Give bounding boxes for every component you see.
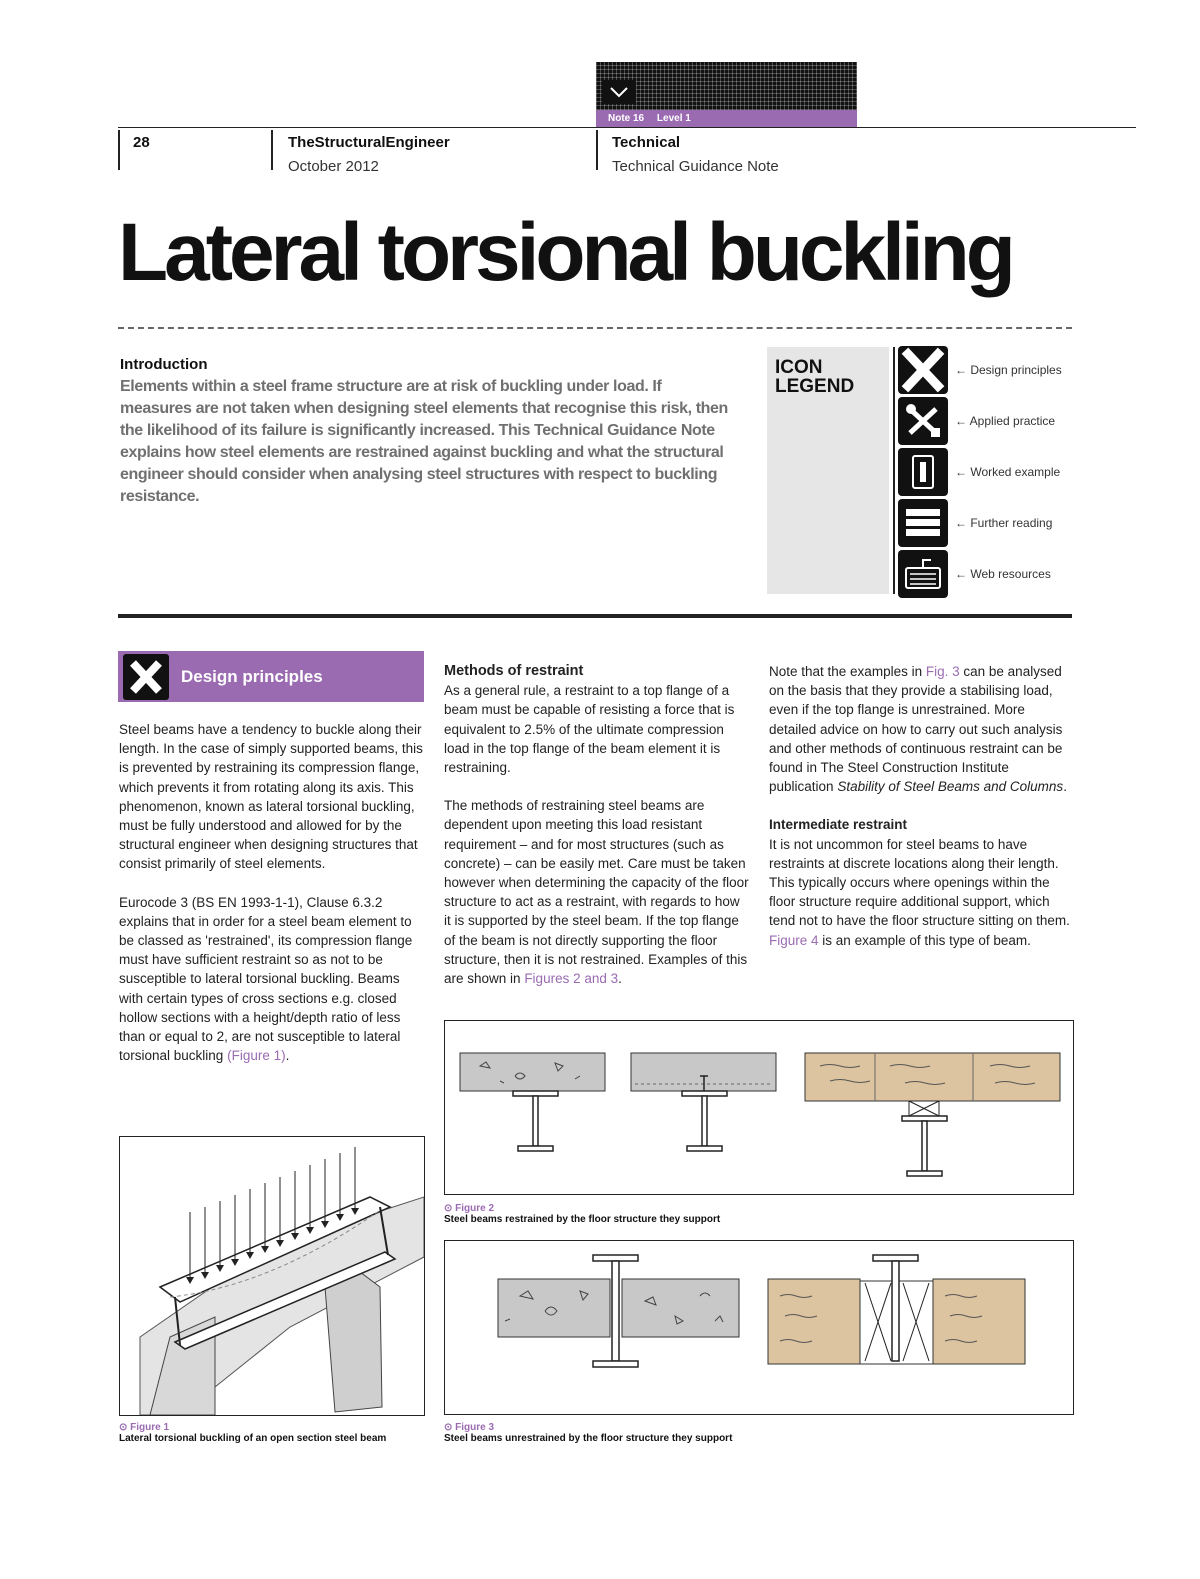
header-rule	[118, 127, 1136, 128]
intermediate-restraint-heading: Intermediate restraint	[769, 817, 908, 833]
legend-divider	[893, 347, 895, 594]
legend-label-applied-practice: ← Applied practice	[955, 414, 1056, 428]
legend-label-web-resources: ← Web resources	[955, 567, 1051, 581]
design-principles-icon	[898, 346, 948, 394]
design-principles-label: Design principles	[181, 667, 323, 686]
intro-text: Elements within a steel frame structure are at risk of buckling under load. If measures are not taken when designing steel elements that recognise this risk, then the likelihood of its failure is significantly increased. This Technical Guidance Note explains how steel elements are restrained against buckling and what the structural engineer should consider when analysing steel structures with respect to buckling resistance.	[120, 378, 728, 505]
title-divider	[118, 327, 1072, 329]
icon-legend-title: ICON LEGEND	[775, 357, 855, 397]
methods-paragraph-1: As a general rule, a restraint to a top flange of a beam must be capable of resisting a force that is equivalent to 2.5% of the ultimate compression load in the top flange of the beam element it is restraining.	[444, 683, 735, 776]
section-name: Technical	[612, 134, 681, 151]
methods-paragraph-2: The methods of restraining steel beams are dependent upon meeting this load resistant requirement – and for most structures (such as concrete) – can be easily met. Care must be taken however when determining the capacity of the floor structure to act as a restraint, with regards to how it is supported by the steel beam. If the top flange of the beam is not directly supporting the floor structure, then it is not restrained. Examples of this are shown in Figures 2 and 3.	[444, 798, 749, 987]
design-principles-icon	[123, 654, 169, 700]
header-divider	[271, 130, 273, 170]
further-reading-icon	[898, 499, 948, 547]
publication-name: TheStructuralEngineer	[288, 134, 450, 151]
figure-2-caption: Steel beams restrained by the floor structure they support	[444, 1214, 721, 1225]
col3-paragraph-1: Note that the examples in Fig. 3 can be analysed on the basis that they provide a stabilising load, even if the top flange is unrestrained. More detailed advice on how to carry out such analysis and other methods of continuous restraint can be found in The Steel Construction Institute publication Stability of Steel Beams and Columns.	[769, 664, 1067, 795]
column-3-text	[769, 662, 1074, 950]
figure-1-link[interactable]: (Figure 1)	[227, 1048, 286, 1064]
col3-paragraph-2: It is not uncommon for steel beams to have restraints at discrete locations along their length. This typically occurs where openings within the floor structure require additional support, which tend not to have the floor structure sitting on them. Figure 4 is an example of this type of beam.	[769, 836, 1070, 948]
chevron-down-icon	[602, 80, 636, 104]
figure-3-label: ⊙ Figure 3	[444, 1422, 495, 1433]
figure-2-illustration	[444, 1020, 1074, 1195]
intro-heading: Introduction	[120, 356, 208, 373]
figure-1-label: ⊙ Figure 1	[119, 1422, 170, 1433]
page-title: Lateral torsional buckling	[118, 207, 1012, 298]
legend-label-worked-example: ← Worked example	[955, 465, 1061, 479]
dp-paragraph-1: Steel beams have a tendency to buckle along their length. In the case of simply supported beams, this is prevented by restraining its compression flange, which prevents it from rotating along its axis. This phenomenon, known as lateral torsional buckling, must be fully understood and allowed for by the structural engineer when designing structures that consist primarily of steel elements.	[119, 722, 423, 872]
column-1-text	[119, 720, 424, 1065]
applied-practice-icon	[898, 397, 948, 445]
figure-1-illustration	[119, 1136, 425, 1416]
legend-label-design-principles: ← Design principles	[955, 363, 1062, 377]
issue-date: October 2012	[288, 158, 379, 175]
note-number: Note 16	[608, 113, 645, 124]
header-divider	[118, 130, 120, 170]
figure-2-label: ⊙ Figure 2	[444, 1203, 495, 1214]
column-2-text	[444, 662, 749, 988]
dp-paragraph-2: Eurocode 3 (BS EN 1993-1-1), Clause 6.3.2 explains that in order for a steel beam element to be classed as 'restrained', its compression flange must have sufficient restraint so as not to be susceptible to lateral torsional buckling. Beams with certain types of cross sections e.g. closed hollow sections with a height/depth ratio of less than or equal to 2, are not susceptible to lateral torsional buckling (Figure 1).	[119, 894, 413, 1064]
figure-1-caption: Lateral torsional buckling of an open section steel beam	[119, 1433, 387, 1444]
fig-3-link[interactable]: Fig. 3	[925, 664, 960, 679]
header-divider	[596, 130, 598, 170]
note-level-strip	[596, 110, 857, 127]
section-rule	[118, 614, 1072, 618]
worked-example-icon	[898, 448, 948, 496]
level-label: Level 1	[656, 113, 691, 124]
figure-3-illustration	[444, 1240, 1074, 1415]
page-number: 28	[133, 134, 150, 151]
methods-heading: Methods of restraint	[444, 663, 584, 679]
subsection-name: Technical Guidance Note	[612, 158, 779, 175]
web-resources-icon	[898, 550, 948, 598]
figure-3-caption: Steel beams unrestrained by the floor structure they support	[444, 1433, 733, 1444]
figures-2-3-link[interactable]: Figures 2 and 3	[524, 971, 619, 987]
figure-4-link[interactable]: Figure 4	[769, 932, 819, 948]
legend-label-further-reading: ← Further reading	[955, 516, 1053, 530]
